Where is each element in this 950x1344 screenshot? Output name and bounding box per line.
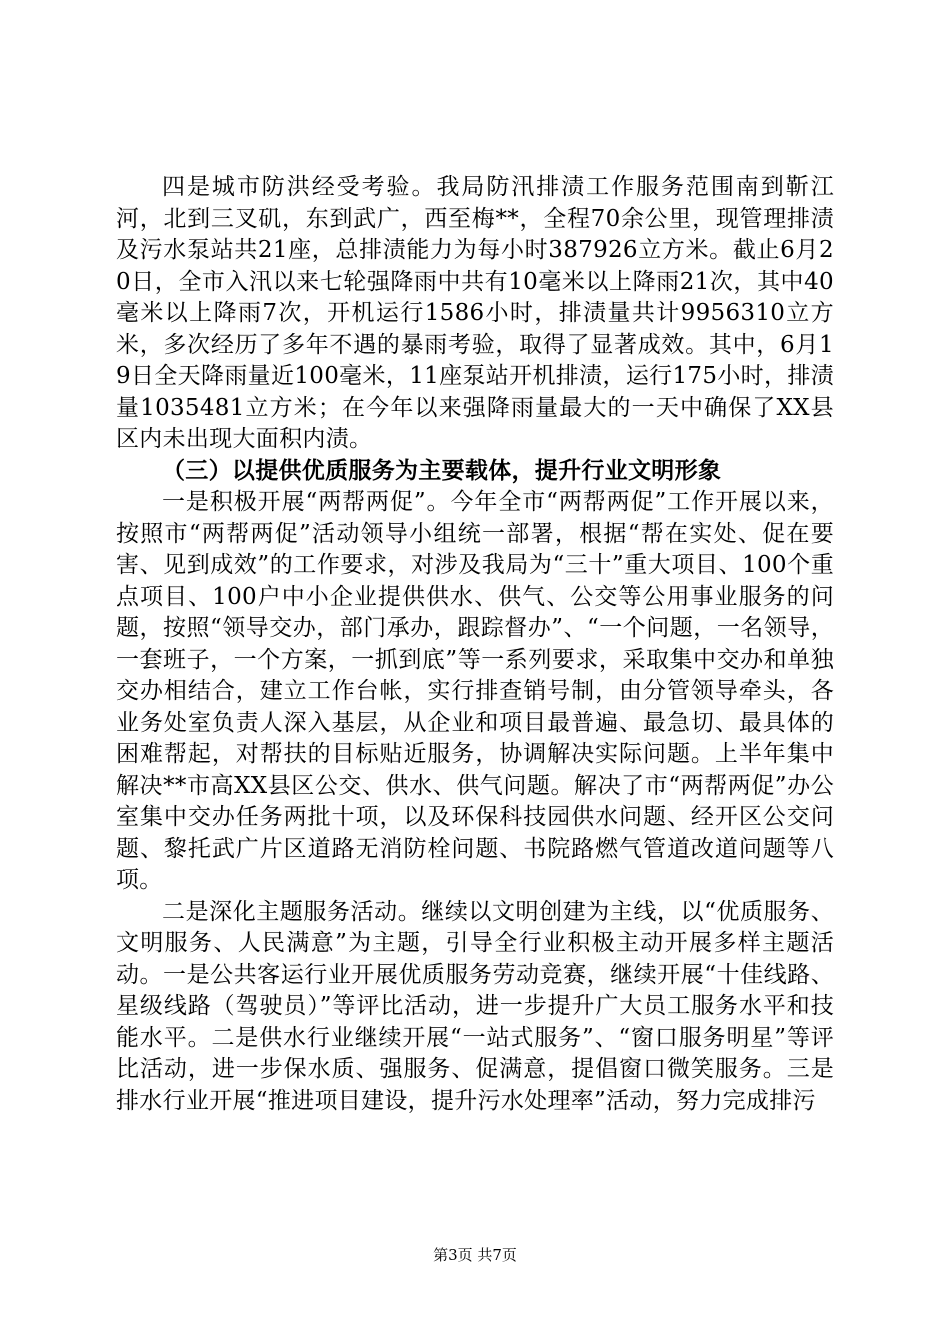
paragraph-flood-control: 四是城市防洪经受考验。我局防汛排渍工作服务范围南到靳江河，北到三叉矶，东到武广，西至梅**，全程70余公里，现管理排渍及污水泵站共21座，总排渍能力为每小时387926立方米。截止6月20日，全市入汛以来七轮强降雨中共有10毫米以上降雨21次，其中40毫米以上降雨7次，开机运行1586小时，排渍量共计9956310立方米，多次经历了多年不遇的暴雨考验，取得了显著成效。其中，6月19日全天降雨量近100毫米，11座泵站开机排渍，运行175小时，排渍量1035481立方米；在今年以来强降雨量最大的一天中确保了XX县区内未出现大面积内渍。 bbox=[116, 174, 834, 452]
paragraph-theme-service: 二是深化主题服务活动。继续以文明创建为主线，以“优质服务、文明服务、人民满意”为主题，引导全行业积极主动开展多样主题活动。一是公共客运行业开展优质服务劳动竞赛，继续开展“十佳线路、星级线路（驾驶员）”等评比活动，进一步提升广大员工服务水平和技能水平。二是供水行业继续开展“一站式服务”、“窗口服务明星”等评比活动，进一步保水质、强服务、促满意，提倡窗口微笑服务。三是排水行业开展“推进项目建设，提升污水处理率”活动，努力完成排污 bbox=[116, 898, 834, 1114]
section-heading-3: （三）以提供优质服务为主要载体，提升行业文明形象 bbox=[162, 457, 722, 484]
page-number-footer: 第3页 共7页 bbox=[433, 1246, 517, 1264]
paragraph-two-help-two-promote: 一是积极开展“两帮两促”。今年全市“两帮两促”工作开展以来，按照市“两帮两促”活动领导小组统一部署，根据“帮在实处、促在要害、见到成效”的工作要求，对涉及我局为“三十”重大项目、100个重点项目、100户中小企业提供供水、供气、公交等公用事业服务的问题，按照“领导交办，部门承办，跟踪督办”、“一个问题，一名领导，一套班子，一个方案，一抓到底”等一系列要求，采取集中交办和单独交办相结合，建立工作台帐，实行排查销号制，由分管领导牵头，各业务处室负责人深入基层，从企业和项目最普遍、最急切、最具体的困难帮起，对帮扶的目标贴近服务，协调解决实际问题。上半年集中解决**市高XX县区公交、供水、供气问题。解决了市“两帮两促”办公室集中交办任务两批十项，以及环保科技园供水问题、经开区公交问题、黎托武广片区道路无消防栓问题、书院路燃气管道改道问题等八项。 bbox=[116, 489, 834, 893]
document-body bbox=[116, 172, 834, 1117]
